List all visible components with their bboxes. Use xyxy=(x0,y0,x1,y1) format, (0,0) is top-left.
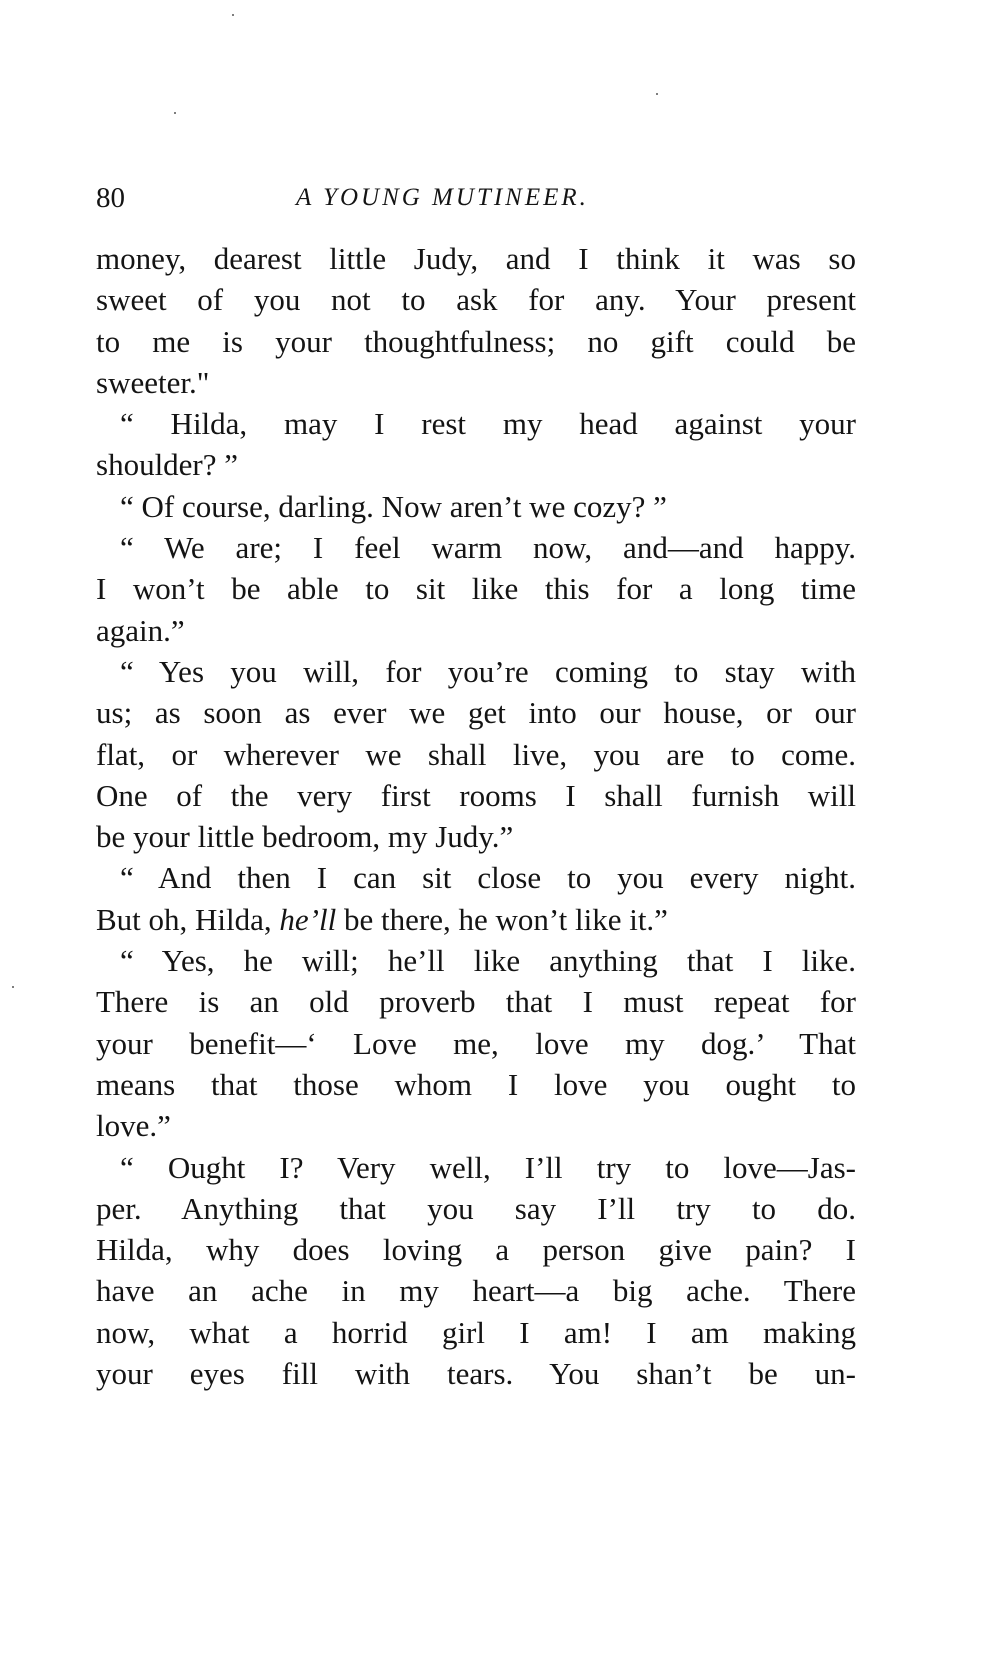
text-line: to me is your thoughtfulness; no gift could be xyxy=(96,323,856,359)
text-line: flat, or wherever we shall live, you are to come. xyxy=(96,736,856,772)
body-text xyxy=(96,238,856,1394)
text-line: money, dearest little Judy, and I think it was so xyxy=(96,241,856,276)
text-line: “ Ought I? Very well, I’ll try to love—Jas- xyxy=(120,1149,856,1185)
text-line: your benefit—‘ Love me, love my dog.’ That xyxy=(96,1025,856,1061)
running-header xyxy=(96,176,856,220)
text-line: sweeter." xyxy=(96,364,210,400)
text-line: “ And then I can sit close to you every night. xyxy=(120,860,856,896)
text-line: “ Yes you will, for you’re coming to stay with xyxy=(120,653,856,689)
text-line: love.” xyxy=(96,1108,171,1144)
text-line: have an ache in my heart—a big ache. There xyxy=(96,1273,856,1309)
running-title: A YOUNG MUTINEER. xyxy=(296,184,589,211)
text-line: “ Hilda, may I rest my head against your xyxy=(120,406,856,442)
text-line: I won’t be able to sit like this for a long time xyxy=(96,571,856,607)
paper-speck xyxy=(656,93,658,95)
text-line: Hilda, why does loving a person give pain? I xyxy=(96,1232,856,1268)
paper-speck xyxy=(12,986,14,988)
text-line: sweet of you not to ask for any. Your present xyxy=(96,282,856,318)
text-line: “ Yes, he will; he’ll like anything that I like. xyxy=(120,943,856,979)
text-line: means that those whom I love you ought to xyxy=(96,1066,856,1102)
text-line: “ We are; I feel warm now, and—and happy. xyxy=(120,530,856,566)
paper-speck xyxy=(174,112,176,114)
text-line: be your little bedroom, my Judy.” xyxy=(96,819,514,855)
text-line: now, what a horrid girl I am! I am making xyxy=(96,1314,856,1350)
text-line xyxy=(96,899,856,940)
paper-speck xyxy=(232,14,234,16)
text-line: your eyes fill with tears. You shan’t be un- xyxy=(96,1356,856,1392)
text-line: One of the very first rooms I shall furnish will xyxy=(96,777,856,813)
text-line: again.” xyxy=(96,612,185,648)
text-line: shoulder? ” xyxy=(96,447,239,483)
text-segment: be there, he won’t like it.” xyxy=(343,901,668,937)
italic-emphasis: he’ll xyxy=(279,901,337,937)
text-line: There is an old proverb that I must repeat for xyxy=(96,984,856,1020)
text-line: us; as soon as ever we get into our house, or our xyxy=(96,695,856,731)
text-segment: But oh, Hilda, xyxy=(96,901,272,937)
page-number: 80 xyxy=(96,182,125,214)
text-line: per. Anything that you say I’ll try to do. xyxy=(96,1190,856,1226)
text-line: “ Of course, darling. Now aren’t we cozy? ” xyxy=(120,488,667,524)
